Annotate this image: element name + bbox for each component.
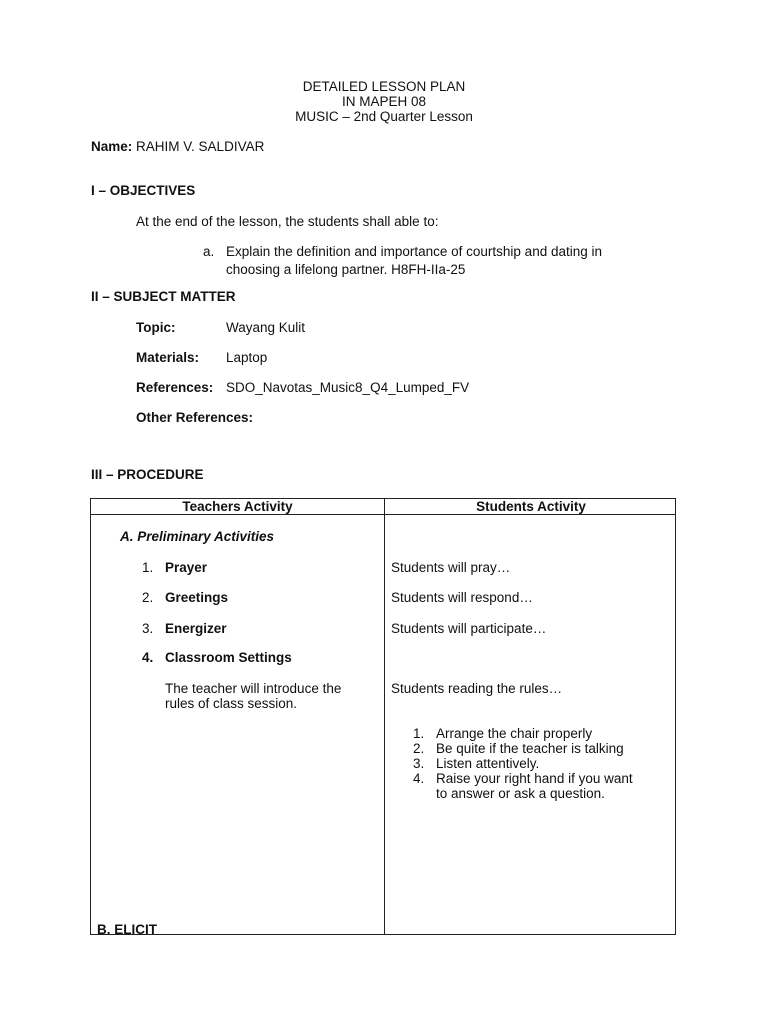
rule-text: Be quite if the teacher is talking [436, 741, 624, 756]
objectives-heading: I – OBJECTIVES [91, 183, 196, 198]
topic-label: Topic: [136, 320, 176, 335]
title-line-3: MUSIC – 2nd Quarter Lesson [295, 109, 473, 124]
rule-number: 1. [413, 726, 425, 741]
materials-value: Laptop [226, 350, 268, 365]
rule-number: 2. [413, 741, 425, 756]
teachers-activity-header: Teachers Activity [182, 499, 293, 514]
column-divider [384, 499, 385, 934]
rule-text: Raise your right hand if you want [436, 771, 633, 786]
preliminary-activities-heading: A. Preliminary Activities [120, 529, 275, 544]
step-greetings: Greetings [165, 590, 229, 605]
objective-text-line-1: Explain the definition and importance of courtship and dating in [226, 244, 602, 259]
elicit-heading: B. ELICIT [97, 922, 157, 937]
name-label: Name: [91, 139, 133, 154]
procedure-heading: III – PROCEDURE [91, 467, 204, 482]
teacher-intro-line-2: rules of class session. [165, 696, 298, 711]
other-references-label: Other References: [136, 410, 254, 425]
step-number: 1. [142, 560, 154, 575]
rule-number: 4. [413, 771, 425, 786]
step-number: 4. [142, 650, 154, 665]
objectives-intro: At the end of the lesson, the students shall able to: [136, 214, 439, 229]
header-divider [91, 514, 675, 515]
materials-label: Materials: [136, 350, 200, 365]
name-value: RAHIM V. SALDIVAR [136, 139, 265, 154]
rule-text: Arrange the chair properly [436, 726, 593, 741]
topic-value: Wayang Kulit [226, 320, 306, 335]
objective-text-line-2: choosing a lifelong partner. H8FH-IIa-25 [226, 262, 466, 277]
name-row [91, 139, 264, 154]
teacher-intro-line-1: The teacher will introduce the [165, 681, 342, 696]
rule-number: 3. [413, 756, 425, 771]
title-line-1: DETAILED LESSON PLAN [302, 79, 466, 94]
students-activity-header: Students Activity [476, 499, 586, 514]
student-response-greetings: Students will respond… [391, 590, 533, 605]
step-number: 2. [142, 590, 154, 605]
rule-text: Listen attentively. [436, 756, 540, 771]
step-energizer: Energizer [165, 621, 227, 636]
step-classroom-settings: Classroom Settings [165, 650, 292, 665]
title-line-2: IN MAPEH 08 [341, 94, 427, 109]
students-reading-rules: Students reading the rules… [391, 681, 563, 696]
step-number: 3. [142, 621, 154, 636]
procedure-table [90, 498, 676, 935]
step-prayer: Prayer [165, 560, 208, 575]
objective-marker: a. [203, 244, 215, 259]
references-label: References: [136, 380, 214, 395]
student-response-prayer: Students will pray… [391, 560, 511, 575]
references-value: SDO_Navotas_Music8_Q4_Lumped_FV [226, 380, 470, 395]
rule-text-continuation: to answer or ask a question. [436, 786, 605, 801]
subject-matter-heading: II – SUBJECT MATTER [91, 289, 236, 304]
student-response-energizer: Students will participate… [391, 621, 547, 636]
